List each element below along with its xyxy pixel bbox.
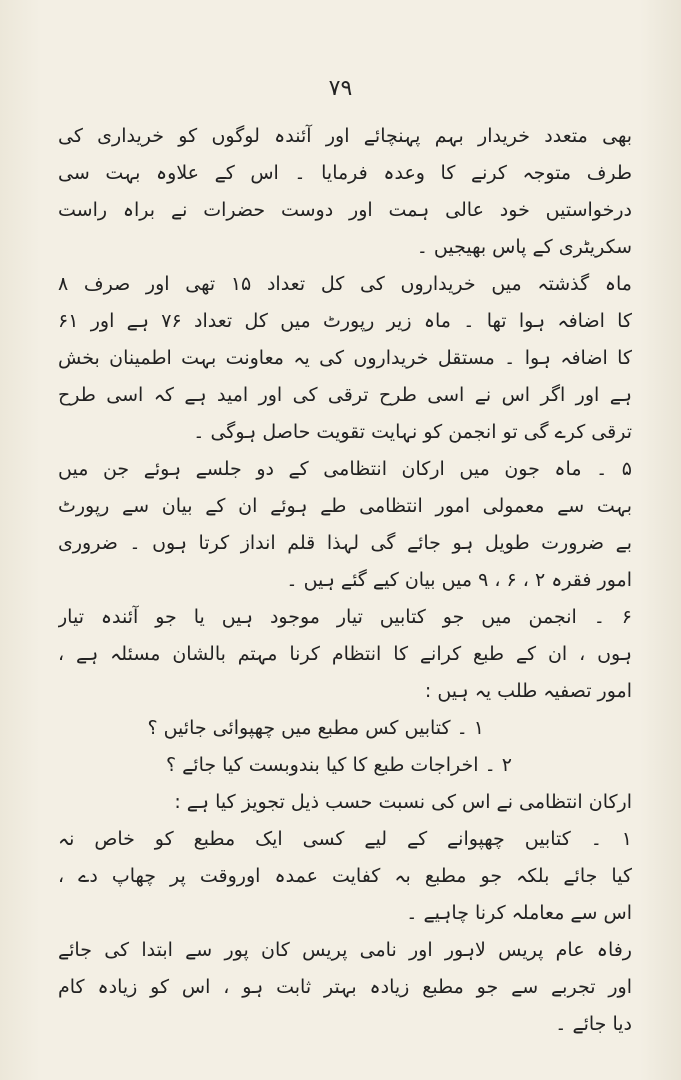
list-item: ۲ ۔ اخراجات طبع کا کیا بندوبست کیا جائے ؟	[166, 754, 512, 776]
text-line: اور تجربے سے جو مطبع زیادہ بہتر ثابت ہو ، اس کو زیادہ کام	[58, 976, 632, 998]
text-line: امور تصفیہ طلب یہ ہیں :	[424, 680, 632, 702]
text-line: ماہ گذشتہ میں خریداروں کی کل تعداد ۱۵ تھی اور صرف ۸	[58, 273, 632, 295]
text-line: کیا جائے بلکہ جو مطبع بہ کفایت عمدہ اوروقت پر چھاپ دے ،	[58, 865, 632, 887]
text-line: ۶ ۔ انجمن میں جو کتابیں تیار موجود ہیں یا جو آئندہ تیار	[58, 606, 632, 628]
text-line: رفاہ عام پریس لاہور اور نامی پریس کان پور سے ابتدا کی جائے	[58, 939, 632, 961]
text-line: امور فقرہ ۲ ، ۶ ، ۹ میں بیان کیے گئے ہیں ۔	[286, 569, 632, 591]
text-line: ۵ ۔ ماہ جون میں ارکان انتظامی کے دو جلسے ہوئے جن میں	[58, 458, 632, 480]
text-line: طرف متوجہ کرنے کا وعدہ فرمایا ۔ اس کے علاوہ بہت سی	[58, 162, 632, 184]
text-line: بے ضرورت طویل ہو جائے گی لہذا قلم انداز کرتا ہوں ۔ ضروری	[58, 532, 632, 554]
text-line: ہوں ، ان کے طبع کرانے کا انتظام کرنا مہتم بالشان مسئلہ ہے ،	[58, 643, 632, 665]
text-line: ۱ ۔ کتابیں چھپوانے کے لیے کسی ایک مطبع کو خاص نہ	[58, 828, 632, 850]
text-line: بھی متعدد خریدار بہم پہنچائے اور آئندہ لوگوں کو خریداری کی	[58, 125, 632, 147]
text-line: دیا جائے ۔	[555, 1013, 632, 1035]
text-line: ترقی کرے گی تو انجمن کو نہایت تقویت حاصل ہوگی ۔	[193, 421, 632, 443]
text-line: سکریٹری کے پاس بھیجیں ۔	[416, 236, 632, 258]
text-line: اس سے معاملہ کرنا چاہیے ۔	[406, 902, 632, 924]
list-item: ۱ ۔ کتابیں کس مطبع میں چھپوائی جائیں ؟	[147, 717, 484, 739]
text-line: بہت سے معمولی امور انتظامی طے ہوئے ان کے بیان سے رپورٹ	[58, 495, 632, 517]
page-number: ۷۹	[328, 76, 353, 101]
text-line: کا اضافہ ہوا تھا ۔ ماہ زیر رپورٹ میں کل تعداد ۷۶ ہے اور ۶۱	[58, 310, 632, 332]
text-line: کا اضافہ ہوا ۔ مستقل خریداروں کی یہ معاونت بہت اطمینان بخش	[58, 347, 632, 369]
text-line: ہے اور اگر اس نے اسی طرح ترقی کی اور امید ہے کہ اسی طرح	[58, 384, 632, 406]
text-line: ارکان انتظامی نے اس کی نسبت حسب ذیل تجویز کیا ہے :	[174, 791, 632, 813]
text-line: درخواستیں خود عالی ہمت اور دوست حضرات نے براہ راست	[58, 199, 632, 221]
page-body-text	[58, 118, 632, 1043]
